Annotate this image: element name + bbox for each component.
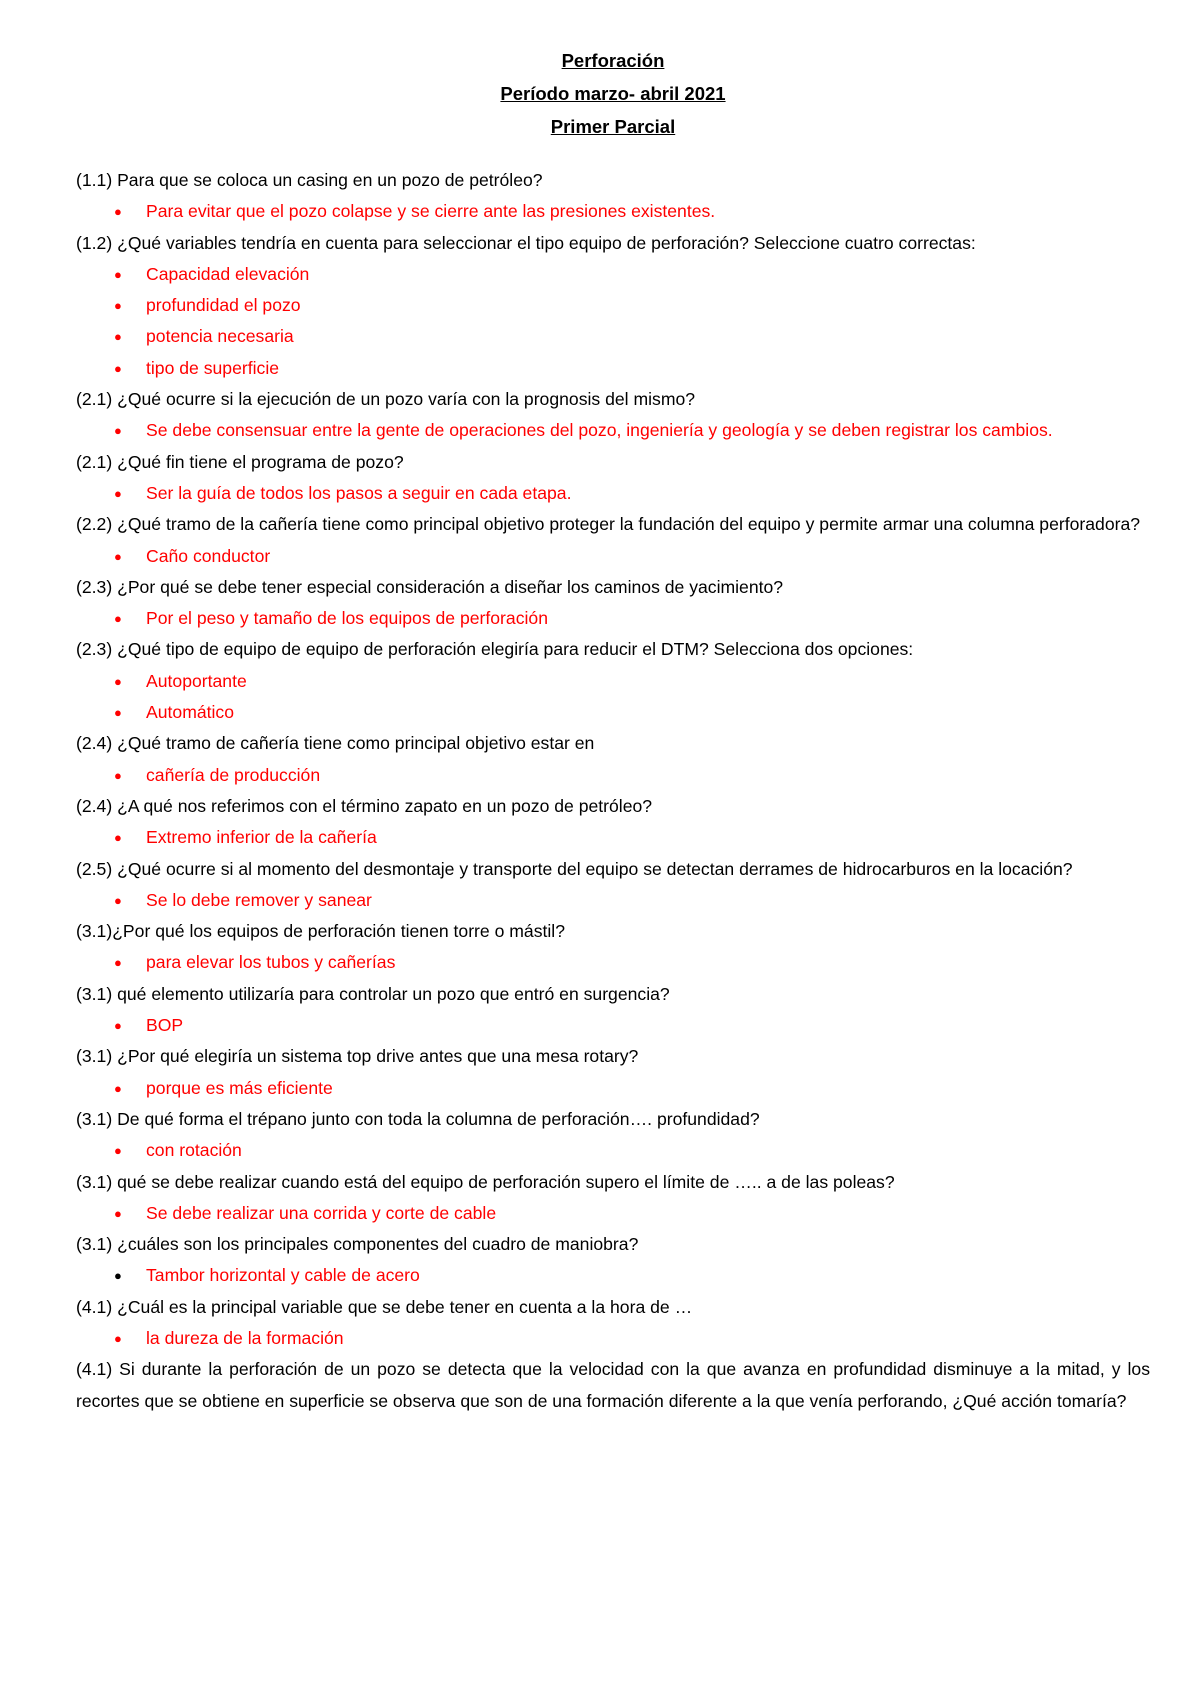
answer [114, 353, 1150, 384]
question-number: (1.1) [76, 170, 113, 190]
question-number: (2.1) [76, 389, 113, 410]
question-number: (3.1) [76, 921, 113, 942]
question-number: (2.2) [76, 514, 113, 535]
answer-text: Autoportante [146, 670, 247, 691]
answer [114, 666, 1150, 697]
question [76, 228, 1150, 259]
question-text: qué se debe realizar cuando está del equipo de perforación supero el límite de ….. a de las poleas? [112, 1171, 895, 1192]
answer-text: Se debe realizar una corrida y corte de cable [146, 1202, 497, 1223]
question-number: (2.4) [76, 733, 113, 754]
question [76, 791, 1150, 822]
answer [114, 290, 1150, 321]
question-text: ¿Qué tramo de cañería tiene como principal objetivo estar en [112, 733, 595, 754]
document-period: Período marzo- abril 2021 [500, 83, 726, 104]
question-number: (3.1) [76, 1108, 113, 1129]
answer [114, 321, 1150, 352]
bullet-icon: ● [114, 266, 122, 282]
question-number: (3.1) [76, 1046, 113, 1067]
answer-text: BOP [146, 1015, 184, 1036]
question-text: ¿Qué variables tendría en cuenta para seleccionar el tipo equipo de perforación? Seleccione cuatro correctas: [112, 232, 976, 253]
answer-text: la dureza de la formación [146, 1327, 344, 1348]
answer-text: Se debe consensuar entre la gente de operaciones del pozo, ingeniería y geología y se deben registrar los cambios. [146, 420, 1053, 441]
answer-text: potencia necesaria [146, 326, 294, 347]
question-text: ¿Cuál es la principal variable que se debe tener en cuenta a la hora de … [112, 1296, 693, 1317]
answer [114, 1010, 1150, 1041]
bullet-icon: ● [114, 360, 122, 376]
bullet-icon: ● [114, 548, 122, 564]
question-text: ¿Qué ocurre si al momento del desmontaje y transporte del equipo se detectan derrames de hidrocarburos en la locación? [112, 858, 1073, 879]
question [76, 384, 1150, 415]
answer-text: Caño conductor [146, 545, 271, 566]
bullet-icon: ● [114, 673, 122, 689]
question-text: Si durante la perforación de un pozo se detecta que la velocidad con la que avanza en profundidad disminuye a la mitad, y los recortes que se obtiene en superficie se observa que son de una formación diferente a la que venía perforando, ¿Qué acción tomaría? [76, 1359, 1150, 1411]
question-text: ¿A qué nos referimos con el término zapato en un pozo de petróleo? [112, 795, 653, 816]
question-number: (2.4) [76, 795, 113, 816]
answer-text: con rotación [146, 1140, 242, 1161]
bullet-icon: ● [114, 1330, 122, 1346]
question [76, 1104, 1150, 1135]
answer [114, 196, 1150, 227]
answer-text: porque es más eficiente [146, 1077, 333, 1098]
answer [114, 822, 1150, 853]
bullet-icon: ● [114, 830, 122, 846]
question-number: (3.1) [76, 1234, 113, 1255]
answer [114, 259, 1150, 290]
question-text: ¿Qué ocurre si la ejecución de un pozo varía con la prognosis del mismo? [112, 389, 696, 410]
question-text: ¿Qué tramo de la cañería tiene como principal objetivo proteger la fundación del equipo y permite armar una columna perforadora? [112, 514, 1141, 535]
question-text: ¿Qué fin tiene el programa de pozo? [112, 451, 404, 472]
bullet-icon: ● [114, 611, 122, 627]
question [76, 1229, 1150, 1260]
question-text: ¿cuáles son los principales componentes del cuadro de maniobra? [112, 1234, 639, 1255]
bullet-icon: ● [114, 955, 122, 971]
bullet-icon: ● [114, 1205, 122, 1221]
answer [114, 415, 1150, 446]
answer-text: tipo de superficie [146, 357, 280, 378]
answer [114, 1260, 1150, 1291]
question-text: ¿Por qué se debe tener especial consideración a diseñar los caminos de yacimiento? [112, 576, 784, 597]
bullet-icon: ● [114, 423, 122, 439]
bullet-icon: ● [114, 204, 122, 220]
bullet-icon: ● [114, 892, 122, 908]
document-header [76, 44, 1150, 143]
answer [114, 1323, 1150, 1354]
question [76, 634, 1150, 665]
bullet-icon: ● [114, 1018, 122, 1034]
answer [114, 1135, 1150, 1166]
answer [114, 1073, 1150, 1104]
answer-text: Se lo debe remover y sanear [146, 889, 372, 910]
answer [114, 947, 1150, 978]
question [76, 1041, 1150, 1072]
question-text: Para que se coloca un casing en un pozo de petróleo? [112, 170, 543, 190]
answer [114, 885, 1150, 916]
question [76, 1167, 1150, 1198]
document-exam-name: Primer Parcial [550, 116, 676, 137]
question [76, 165, 1150, 196]
answer-text: Tambor horizontal y cable de acero [146, 1265, 420, 1286]
question-number: (3.1) [76, 1171, 113, 1192]
answer-text: Para evitar que el pozo colapse y se cierre ante las presiones existentes. [146, 201, 716, 222]
question-number: (3.1) [76, 983, 113, 1004]
bullet-icon: ● [114, 298, 122, 314]
question [76, 979, 1150, 1010]
answer [114, 1198, 1150, 1229]
bullet-icon: ● [114, 767, 122, 783]
answer [114, 478, 1150, 509]
answer-text: Ser la guía de todos los pasos a seguir en cada etapa. [146, 482, 572, 503]
answer-text: Automático [146, 702, 235, 723]
question-list [76, 165, 1150, 1417]
bullet-icon: ● [114, 1268, 122, 1284]
bullet-icon: ● [114, 1143, 122, 1159]
question-number: (2.1) [76, 451, 113, 472]
question-number: (1.2) [76, 232, 113, 253]
question [76, 572, 1150, 603]
answer-text: cañería de producción [146, 764, 321, 785]
question-text: ¿Por qué los equipos de perforación tienen torre o mástil? [112, 921, 565, 942]
question-number: (4.1) [76, 1296, 113, 1317]
question [76, 1292, 1150, 1323]
answer [114, 603, 1150, 634]
answer-text: para elevar los tubos y cañerías [146, 952, 396, 973]
answer-text: Extremo inferior de la cañería [146, 827, 377, 848]
answer-text: Capacidad elevación [146, 263, 310, 284]
bullet-icon: ● [114, 705, 122, 721]
answer-text: profundidad el pozo [146, 295, 301, 316]
answer-text: Por el peso y tamaño de los equipos de perforación [146, 608, 548, 629]
answer [114, 541, 1150, 572]
document-title: Perforación [561, 50, 665, 71]
question-number: (2.5) [76, 858, 113, 879]
question [76, 447, 1150, 478]
question-text: De qué forma el trépano junto con toda la columna de perforación…. profundidad? [112, 1108, 760, 1129]
bullet-icon: ● [114, 1080, 122, 1096]
question [76, 509, 1150, 540]
question-text: ¿Por qué elegiría un sistema top drive antes que una mesa rotary? [112, 1046, 639, 1067]
question [76, 916, 1150, 947]
question-text: ¿Qué tipo de equipo de equipo de perforación elegiría para reducir el DTM? Selecciona dos opciones: [112, 639, 914, 660]
question [76, 1354, 1150, 1417]
question-text: qué elemento utilizaría para controlar un pozo que entró en surgencia? [112, 983, 670, 1004]
question-number: (2.3) [76, 639, 113, 660]
answer [114, 697, 1150, 728]
question [76, 728, 1150, 759]
question-number: (2.3) [76, 576, 113, 597]
answer [114, 760, 1150, 791]
question [76, 854, 1150, 885]
bullet-icon: ● [114, 329, 122, 345]
bullet-icon: ● [114, 485, 122, 501]
question-number: (4.1) [76, 1359, 113, 1380]
